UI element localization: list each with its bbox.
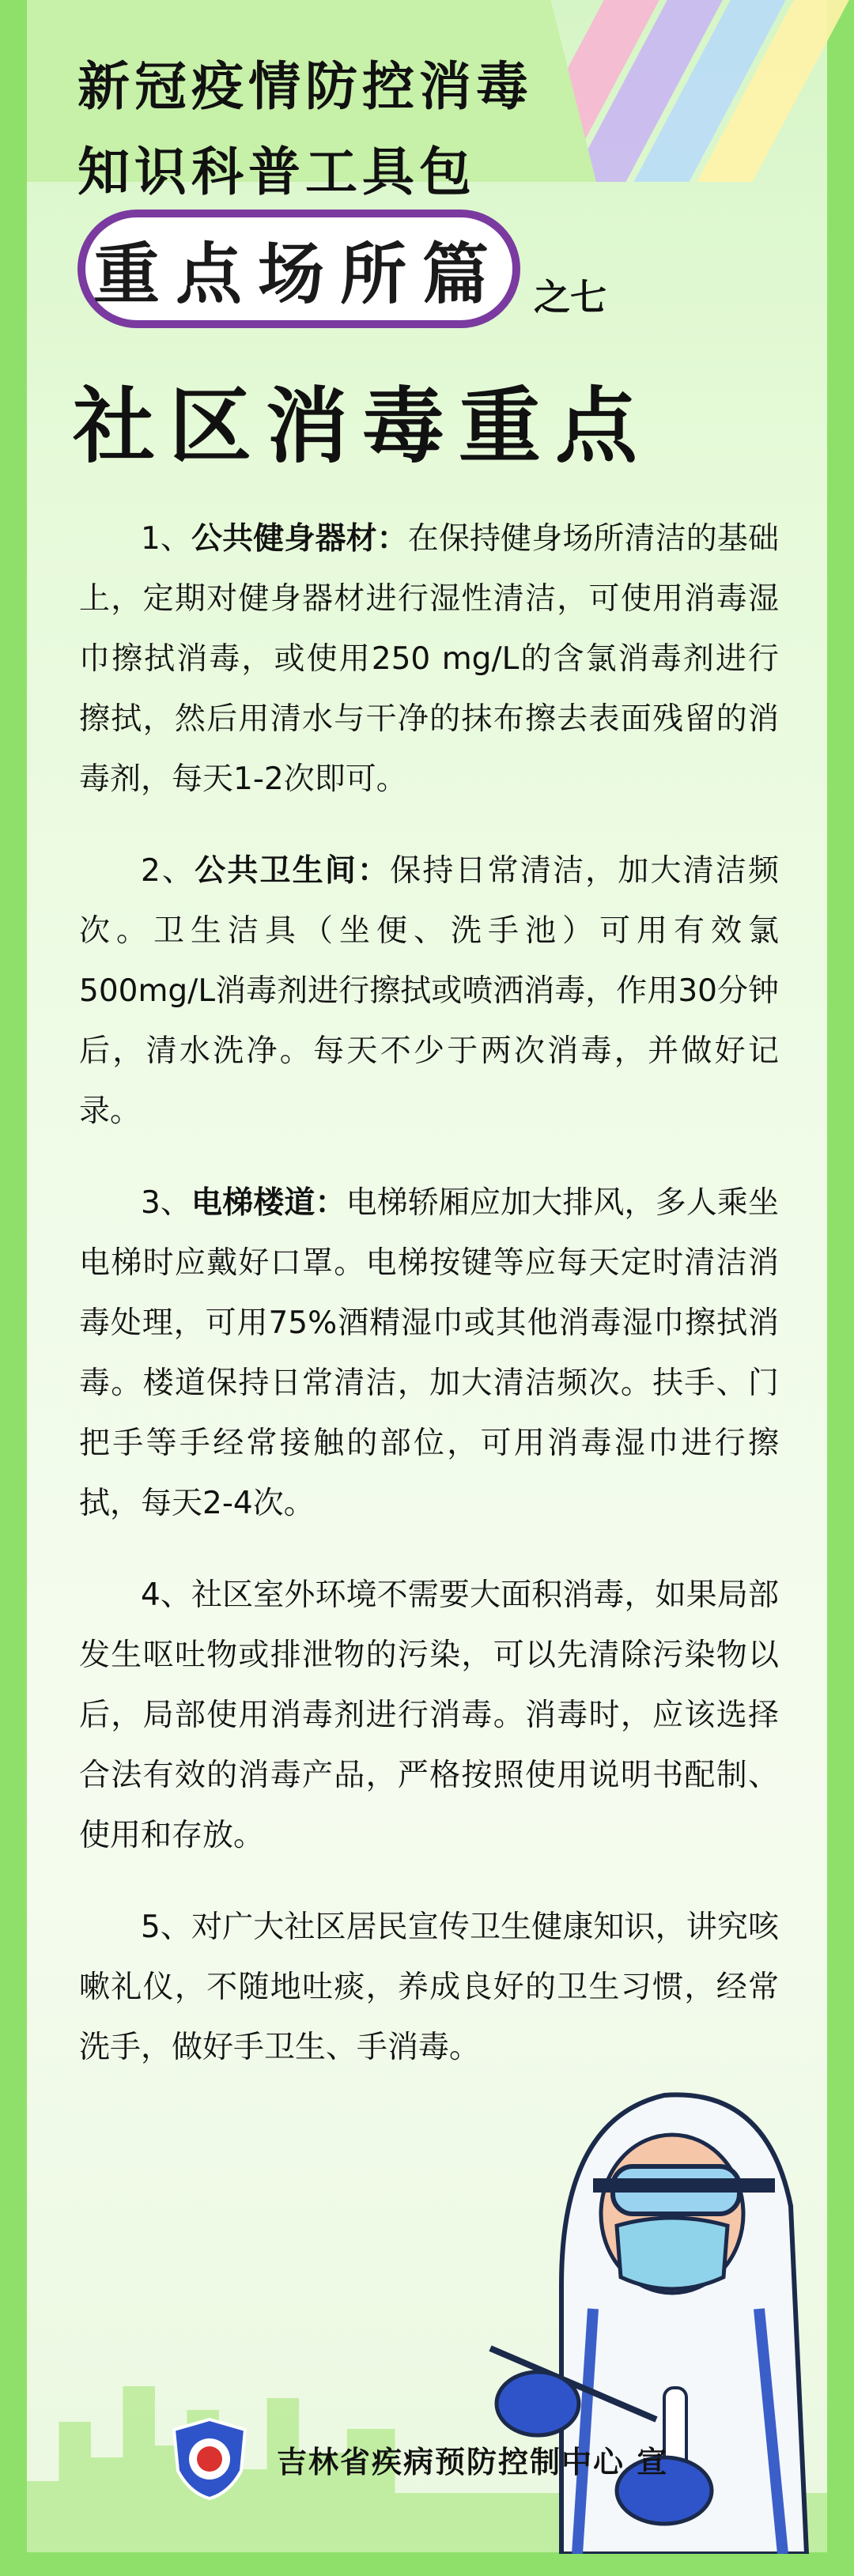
paragraph-heading: 公共卫生间： xyxy=(195,853,391,889)
paragraph: 4、社区室外环境不需要大面积消毒，如果局部发生呕吐物或排泄物的污染，可以先清除污染物以后，局部使用消毒剂进行消毒。消毒时，应该选择合法有效的消毒产品，严格按照使用说明书配制、使用和存放。 xyxy=(79,1577,779,1853)
section-heading: 社区消毒重点 xyxy=(73,377,652,474)
category-pill-text: 重点场所篇 xyxy=(93,234,504,313)
paragraph-heading: 电梯楼道： xyxy=(191,1185,346,1221)
content-body xyxy=(79,478,779,2110)
paragraph-heading: 公共健身器材： xyxy=(191,521,408,557)
title-line-1: 新冠疫情防控消毒 xyxy=(77,56,533,117)
paragraph: 5、对广大社区居民宣传卫生健康知识，讲究咳嗽礼仪，不随地吐痰，养成良好的卫生习惯，经常洗手，做好手卫生、手消毒。 xyxy=(79,1909,779,2065)
paragraph: 1、公共健身器材：在保持健身场所清洁的基础上，定期对健身器材进行湿性清洁，可使用消毒湿巾擦拭消毒，或使用250 mg/L的含氯消毒剂进行擦拭，然后用清水与干净的抹布擦去表面残留的消毒剂，每天1-2次即可。 xyxy=(79,521,779,797)
paragraph: 3、电梯楼道：电梯轿厢应加大排风，多人乘坐电梯时应戴好口罩。电梯按键等应每天定时清洁消毒处理，可用75%酒精湿巾或其他消毒湿巾擦拭消毒。楼道保持日常清洁，加大清洁频次。扶手、门把手等手经常接触的部位，可用消毒湿巾进行擦拭，每天2-4次。 xyxy=(79,1185,779,1521)
title-line-2: 知识科普工具包 xyxy=(77,142,476,202)
cdc-shield-logo-icon xyxy=(166,2415,253,2502)
paragraph: 2、公共卫生间：保持日常清洁，加大清洁频次。卫生洁具（坐便、洗手池）可用有效氯500mg/L消毒剂进行擦拭或喷洒消毒，作用30分钟后，清水洗净。每天不少于两次消毒，并做好记录。 xyxy=(79,853,779,1129)
footer-organization: 吉林省疾病预防控制中心 宣 xyxy=(277,2444,669,2480)
series-number: 之七 xyxy=(534,276,606,319)
category-pill xyxy=(77,210,520,328)
main-title xyxy=(77,44,631,215)
footer-credit xyxy=(166,2415,668,2502)
